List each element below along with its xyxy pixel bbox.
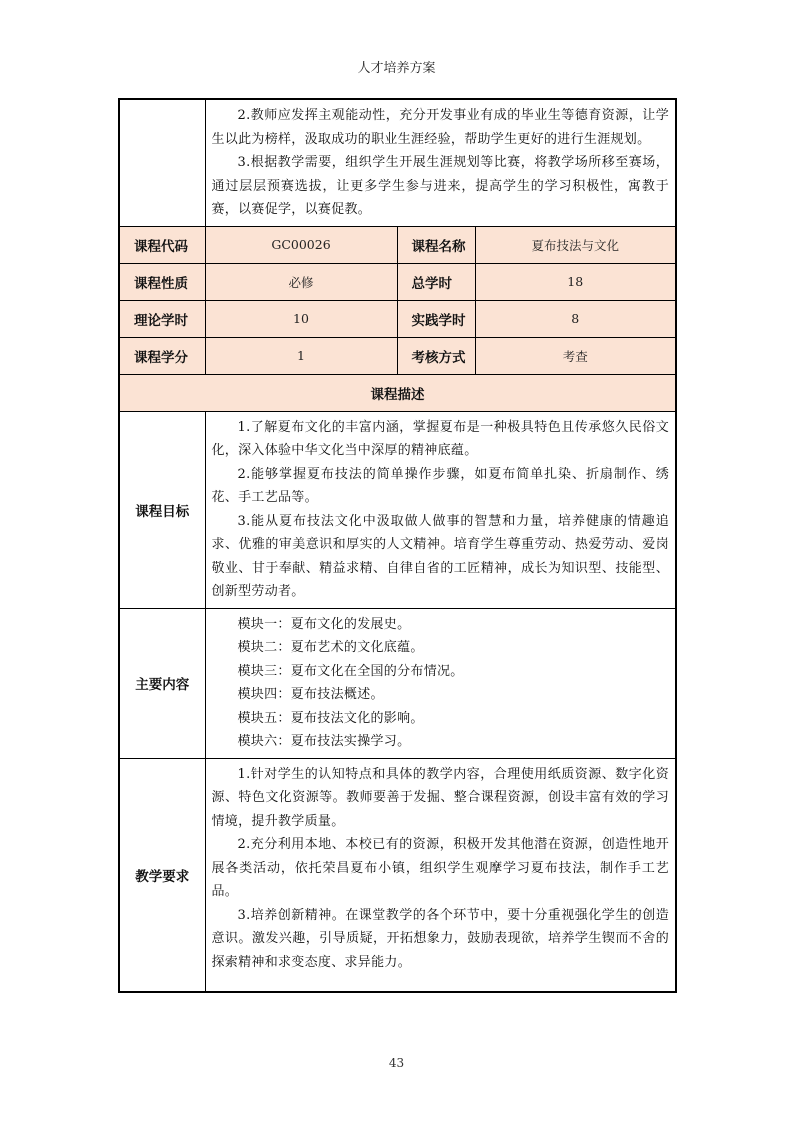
top-paragraph: 2.教师应发挥主观能动性，充分开发事业有成的毕业生等德育资源，让学生以此为榜样，汲取成功的职业生涯经验，帮助学生更好的进行生涯规划。 [211,108,669,147]
objective-paragraph: 3.能从夏布技法文化中汲取做人做事的智慧和力量，培养健康的情趣追求、优雅的审美意识和厚实的人文精神。培育学生尊重劳动、热爱劳动、爱岗敬业、甘于奉献、精益求精、自律自省的工匠精神，成长为知识型、技能型、创新型劳动者。 [211,513,669,599]
module-item: 模块四：夏布技法概述。 [237,687,384,702]
requirement-paragraph: 3.培养创新精神。在课堂教学的各个环节中，要十分重视强化学生的创造意识。激发兴趣，引导质疑，开拓想象力，鼓励表现欲，培养学生锲而不舍的探索精神和求变态度、求异能力。 [211,907,669,970]
objectives-label: 课程目标 [119,411,205,608]
page-number: 43 [388,1056,405,1070]
module-item: 模块五：夏布技法文化的影响。 [237,710,424,726]
requirements-row [119,758,676,992]
top-paragraph: 3.根据教学需要，组织学生开展生涯规划等比赛，将教学场所移至赛场，通过层层预赛选拔，让更多学生参与进来，提高学生的学习积极性，寓教于赛，以赛促学，以赛促教。 [211,155,669,217]
info-row [119,300,676,337]
main-content-row [119,608,676,758]
theory-hours-value: 10 [205,300,397,337]
info-row [119,337,676,374]
top-block-row [119,99,676,226]
theory-hours-label: 理论学时 [119,300,205,337]
course-name-label: 课程名称 [397,226,475,263]
requirement-paragraph: 2.充分利用本地、本校已有的资源，积极开发其他潜在资源，创造性地开展各类活动，依托荣昌夏布小镇，组织学生观摩学习夏布技法，制作手工艺品。 [211,837,669,899]
page-header-title: 人才培养方案 [357,61,436,76]
course-code-value: GC00026 [205,226,397,263]
requirements-label: 教学要求 [119,758,205,992]
credits-value: 1 [205,337,397,374]
info-row [119,263,676,300]
module-item: 模块一：夏布文化的发展史。 [237,616,411,632]
requirement-paragraph: 1.针对学生的认知特点和具体的教学内容，合理使用纸质资源、数字化资源、特色文化资源等。教师要善于发掘、整合课程资源，创设丰富有效的学习情境，提升教学质量。 [211,766,669,829]
module-item: 模块六：夏布技法实操学习。 [237,734,411,749]
course-nature-label: 课程性质 [119,263,205,300]
course-code-label: 课程代码 [119,226,205,263]
objective-paragraph: 2.能够掌握夏布技法的简单操作步骤，如夏布简单扎染、折扇制作、绣花、手工艺品等。 [211,466,669,505]
module-item: 模块三：夏布文化在全国的分布情况。 [237,663,464,679]
main-content-list [205,608,676,758]
info-row [119,226,676,263]
total-hours-label: 总学时 [397,263,475,300]
top-block-content [205,99,676,226]
main-content-label: 主要内容 [119,608,205,758]
total-hours-value: 18 [475,263,676,300]
credits-label: 课程学分 [119,337,205,374]
course-description-heading: 课程描述 [119,374,676,411]
practice-hours-label: 实践学时 [397,300,475,337]
description-heading-row [119,374,676,411]
objectives-content [205,411,676,608]
top-block-side [119,99,205,226]
objectives-row [119,411,676,608]
assessment-label: 考核方式 [397,337,475,374]
objective-paragraph: 1.了解夏布文化的丰富内涵，掌握夏布是一种极具特色且传承悠久民俗文化，深入体验中华文化当中深厚的精神底蕴。 [211,419,669,458]
practice-hours-value: 8 [475,300,676,337]
assessment-value: 考查 [475,337,676,374]
module-item: 模块二：夏布艺术的文化底蕴。 [237,640,424,655]
course-nature-value: 必修 [205,263,397,300]
course-name-value: 夏布技法与文化 [475,226,676,263]
requirements-content [205,758,676,992]
course-table [118,98,677,993]
